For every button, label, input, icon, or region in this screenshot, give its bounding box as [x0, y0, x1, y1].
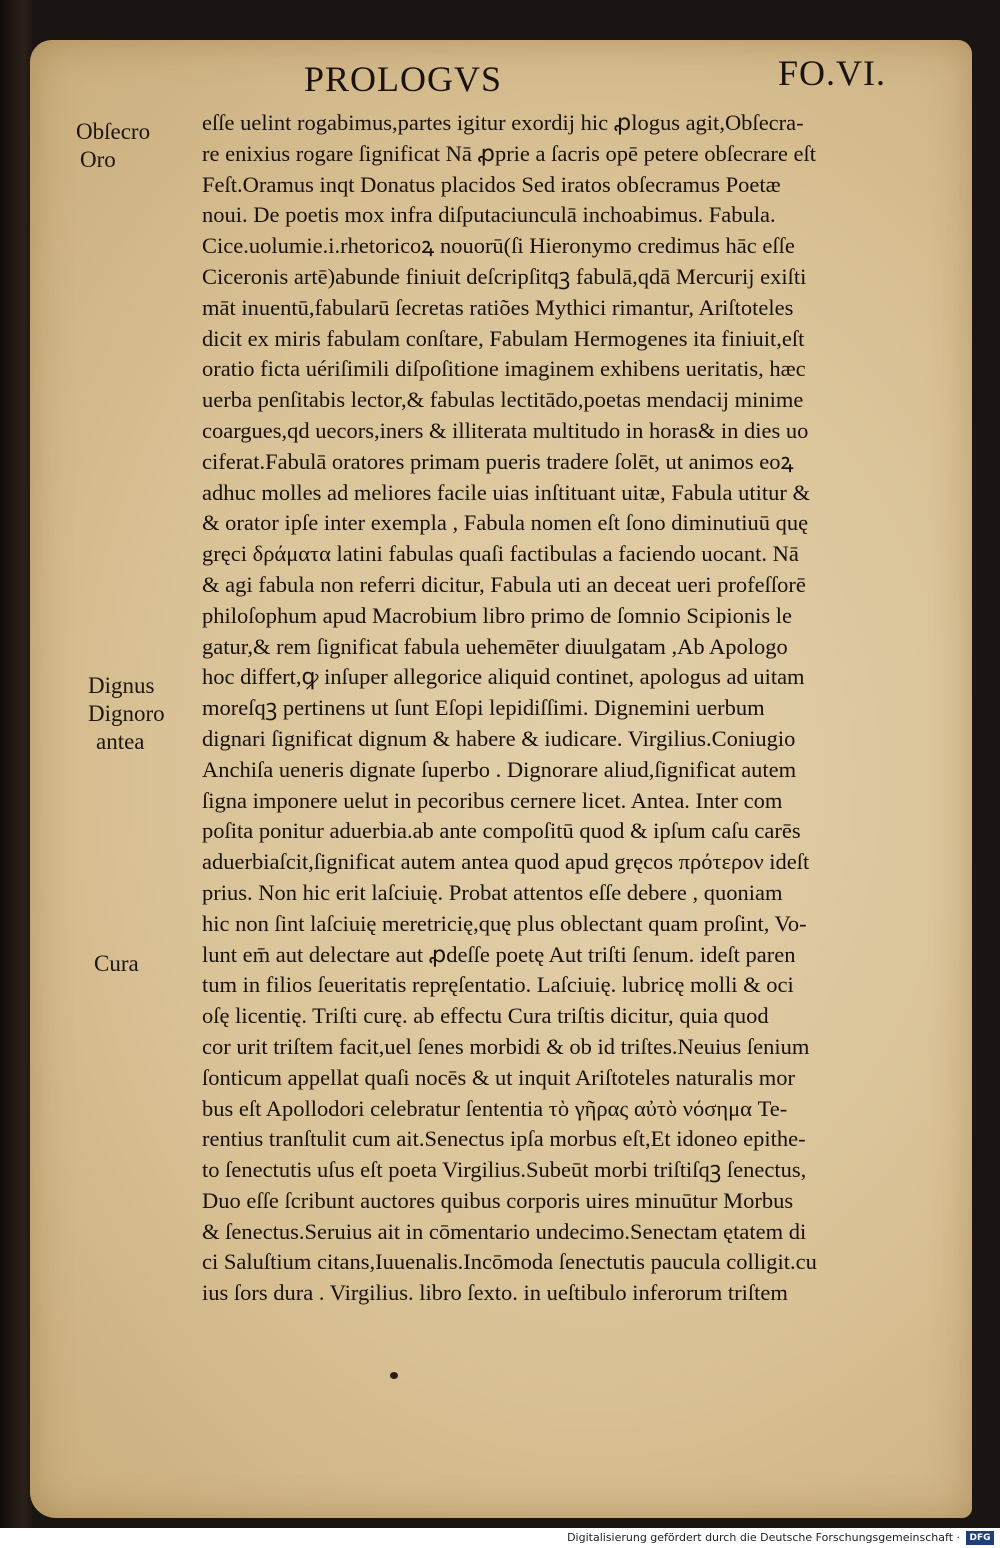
text-line: gatur,& rem ſignificat fabula uehemēter diuulgatam ,Ab Apologo	[202, 633, 788, 659]
text-line: hoc differt,ꝙ inſuper allegorice aliquid continet, apologus ad uitam	[202, 664, 805, 690]
text-line: māt inuentū,fabularū ſecretas ratiões Mythici rimantur, Ariſtoteles	[202, 294, 794, 320]
text-line: noui. De poetis mox infra diſputaciunculā inchoabimus. Fabula.	[202, 202, 776, 228]
margin-note-dignus: Dignus	[88, 673, 155, 698]
ink-spot	[390, 1372, 398, 1379]
text-line: oratio ficta uériſimili diſpoſitione imaginem exhibens ueritatis, hæc	[202, 356, 806, 382]
text-line: & orator ipſe inter exempla , Fabula nomen eſt ſono diminutiuū quę	[202, 510, 809, 536]
running-head: PROLOGVS	[304, 59, 503, 99]
margin-note-dignoro: Dignoro	[88, 701, 165, 726]
text-line: ciferat.Fabulā oratores primam pueris tradere ſolēt, ut animos eoꝝ	[202, 448, 794, 474]
margin-note-obsecro: Obſecro	[76, 119, 151, 144]
text-line: gręci δράματα latini fabulas quaſi factibulas a faciendo uocant. Nā	[202, 541, 799, 567]
text-line: poſita ponitur aduerbia.ab ante compoſitū quod & ipſum caſu carēs	[202, 818, 801, 844]
text-line: cor urit triſtem facit,uel ſenes morbidi & ob id triſtes.Neuius ſenium	[202, 1033, 810, 1059]
footer-bar	[0, 1528, 1000, 1548]
text-line: prius. Non hic erit laſciuię. Probat attentos eſſe debere , quoniam	[202, 879, 783, 905]
text-line: philoſophum apud Macrobium libro primo de ſomnio Scipionis le	[202, 602, 792, 628]
text-line: re enixius rogare ſignificat Nā ꝓprie a ſacris opē petere obſecrare eſt	[202, 140, 816, 166]
text-line: Feſt.Oramus inqt Donatus placidos Sed iratos obſecramus Poetæ	[202, 171, 781, 197]
text-line: uerba penſitabis lector,& fabulas lectitādo,poetas mendacij minime	[202, 387, 804, 413]
text-line: & ſenectus.Seruius ait in cōmentario undecimo.Senectam ętatem di	[202, 1218, 807, 1244]
text-line: ſonticum appellat quaſi nocēs & ut inquit Ariſtoteles naturalis mor	[202, 1064, 796, 1090]
text-line: dicit ex miris fabulam conſtare, Fabulam Hermogenes ita finiuit,eſt	[202, 325, 805, 351]
digitization-credit: Digitalisierung gefördert durch die Deutsche Forschungsgemeinschaft ·	[567, 1531, 960, 1544]
text-line: Anchiſa ueneris dignate ſuperbo . Dignorare aliud,ſignificat autem	[202, 756, 797, 782]
text-line: bus eſt Apollodori celebratur ſententia τὸ γῆρας αὐτὸ νόσημα Te-	[202, 1095, 788, 1121]
text-line: oſę licentię. Triſti curę. ab effectu Cura triſtis dicitur, quia quod	[202, 1003, 769, 1029]
margin-note-cura: Cura	[94, 951, 139, 976]
text-line: adhuc molles ad meliores facile uias inſtituant uitæ, Fabula utitur &	[202, 479, 810, 505]
text-line: hic non ſint laſciuię meretricię,quę plus oblectant quam proſint, Vo-	[202, 910, 807, 936]
text-line: rentius tranſtulit cum ait.Senectus ipſa morbus eſt,Et idoneo epithe-	[202, 1126, 806, 1152]
folio-number: FO.VI.	[778, 53, 887, 93]
main-text-block	[202, 108, 922, 1309]
text-line: Ciceronis artē)abunde finiuit deſcripſitqꝫ fabulā,qdā Mercurij exiſti	[202, 263, 807, 289]
text-line: eſſe uelint rogabimus,partes igitur exordij hic ꝓlogus agit,Obſecra-	[202, 110, 804, 135]
text-line: lunt em̄ aut delectare aut ꝓdeſſe poetę Aut triſti ſenum. ideſt paren	[202, 941, 796, 967]
dfg-logo-icon: DFG	[966, 1531, 994, 1545]
book-spine-edge	[0, 0, 34, 1548]
text-line: aduerbiaſcit,ſignificat autem antea quod apud gręcos πρότερον ideſt	[202, 849, 810, 875]
text-line: ci Saluſtium citans,Iuuenalis.Incōmoda ſenectutis paucula colligit.cu	[202, 1249, 817, 1275]
margin-note-antea: antea	[96, 729, 145, 754]
text-line: moreſqꝫ pertinens ut ſunt Eſopi lepidiſſimi. Dignemini uerbum	[202, 695, 765, 721]
margin-note-oro: Oro	[80, 147, 116, 172]
text-line: ius ſors dura . Virgilius. libro ſexto. in ueſtibulo inferorum triſtem	[202, 1280, 788, 1306]
text-line: to ſenectutis uſus eſt poeta Virgilius.Subeūt morbi triſtiſqꝫ ſenectus,	[202, 1157, 807, 1183]
text-line: tum in filios ſeueritatis repręſentatio. Laſciuię. lubricę molli & oci	[202, 972, 794, 998]
text-line: & agi fabula non referri dicitur, Fabula uti an deceat ueri profeſſorē	[202, 571, 806, 597]
text-line: Duo eſſe ſcribunt auctores quibus corporis uires minuūtur Morbus	[202, 1187, 794, 1213]
text-line: coargues,qd uecors,iners & illiterata multitudo in horas& in dies uo	[202, 417, 809, 443]
text-line: ſigna imponere uelut in pecoribus cernere licet. Antea. Inter com	[202, 787, 783, 813]
text-line: dignari ſignificat dignum & habere & iudicare. Virgilius.Coniugio	[202, 725, 796, 751]
text-line: Cice.uolumie.i.rhetoricoꝝ nouorū(ſi Hieronymo credimus hāc eſſe	[202, 233, 795, 259]
